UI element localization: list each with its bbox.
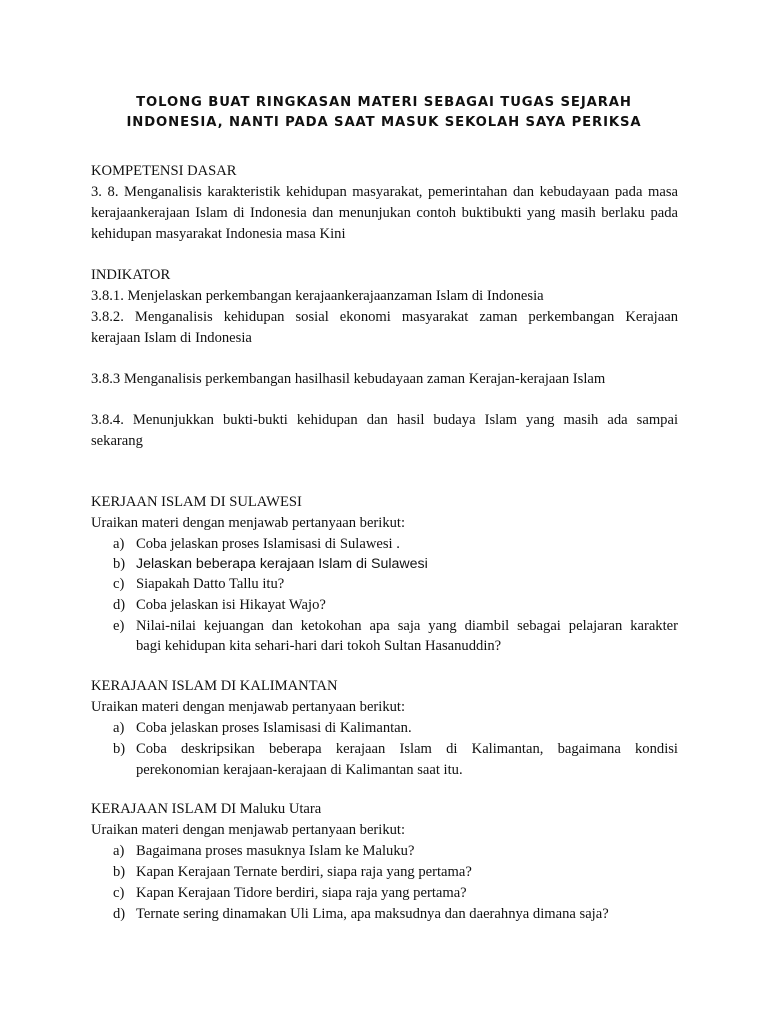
indikator-item-1: 3.8.1. Menjelaskan perkembangan kerajaankerajaanzaman Islam di Indonesia: [91, 288, 544, 304]
list-marker: a): [113, 843, 125, 859]
indikator-item-4-line-1: 3.8.4. Menunjukkan bukti-bukti kehidupan dan hasil budaya Islam yang masih ada sampai: [91, 412, 678, 428]
list-item: Ternate sering dinamakan Uli Lima, apa maksudnya dan daerahnya dimana saja?: [136, 906, 609, 922]
sulawesi-intro: Uraikan materi dengan menjawab pertanyaan berikut:: [91, 515, 406, 531]
list-item: Coba jelaskan proses Islamisasi di Sulawesi .: [136, 536, 400, 552]
list-item-continuation: perekonomian kerajaan-kerajaan di Kalimantan saat itu.: [136, 762, 463, 778]
kompetensi-heading: KOMPETENSI DASAR: [91, 163, 237, 179]
list-marker: b): [113, 864, 126, 880]
list-item-continuation: bagi kehidupan kita sehari-hari dari tokoh Sultan Hasanuddin?: [136, 638, 502, 654]
list-item: Bagaimana proses masuknya Islam ke Maluku?: [136, 843, 415, 859]
maluku-heading: KERAJAAN ISLAM DI Maluku Utara: [91, 801, 322, 817]
indikator-heading: INDIKATOR: [91, 267, 171, 283]
list-item: Kapan Kerajaan Tidore berdiri, siapa raja yang pertama?: [136, 885, 467, 901]
title-line-1: TOLONG BUAT RINGKASAN MATERI SEBAGAI TUGAS SEJARAH: [136, 95, 632, 110]
document-title: [60, 93, 708, 133]
kompetensi-line-2: kerajaankerajaan Islam di Indonesia dan menunjukan contoh buktibukti yang masih berlaku pada: [91, 205, 678, 221]
list-marker: d): [113, 597, 126, 613]
list-marker: b): [113, 741, 126, 757]
kompetensi-line-1: 3. 8. Menganalisis karakteristik kehidupan masyarakat, pemerintahan dan kebudayaan pada masa: [91, 184, 678, 200]
indikator-item-2-line-2: kerajaan Islam di Indonesia: [91, 330, 252, 346]
list-marker: b): [113, 556, 126, 572]
list-item: Siapakah Datto Tallu itu?: [136, 576, 285, 592]
list-item: Kapan Kerajaan Ternate berdiri, siapa raja yang pertama?: [136, 864, 472, 880]
list-marker: c): [113, 885, 125, 901]
indikator-item-2-line-1: 3.8.2. Menganalisis kehidupan sosial ekonomi masyarakat zaman perkembangan Kerajaan: [91, 309, 678, 325]
kalimantan-intro: Uraikan materi dengan menjawab pertanyaan berikut:: [91, 699, 406, 715]
list-item: Coba deskripsikan beberapa kerajaan Islam di Kalimantan, bagaimana kondisi: [136, 741, 678, 757]
kalimantan-heading: KERAJAAN ISLAM DI KALIMANTAN: [91, 678, 338, 694]
list-item: Jelaskan beberapa kerajaan Islam di Sulawesi: [136, 556, 428, 572]
list-marker: c): [113, 576, 125, 592]
list-item: Coba jelaskan isi Hikayat Wajo?: [136, 597, 326, 613]
maluku-intro: Uraikan materi dengan menjawab pertanyaan berikut:: [91, 822, 406, 838]
list-item: Coba jelaskan proses Islamisasi di Kalimantan.: [136, 720, 412, 736]
list-marker: a): [113, 536, 125, 552]
list-item: Nilai-nilai kejuangan dan ketokohan apa saja yang diambil sebagai pelajaran karakter: [136, 618, 678, 634]
list-marker: e): [113, 618, 125, 634]
kompetensi-line-3: kehidupan masyarakat Indonesia masa Kini: [91, 226, 346, 242]
list-marker: a): [113, 720, 125, 736]
sulawesi-heading: KERJAAN ISLAM DI SULAWESI: [91, 494, 302, 510]
indikator-item-3: 3.8.3 Menganalisis perkembangan hasilhasil kebudayaan zaman Kerajan-kerajaan Islam: [91, 371, 606, 387]
title-line-2: INDONESIA, NANTI PADA SAAT MASUK SEKOLAH SAYA PERIKSA: [126, 115, 642, 130]
indikator-item-4-line-2: sekarang: [91, 433, 143, 449]
list-marker: d): [113, 906, 126, 922]
